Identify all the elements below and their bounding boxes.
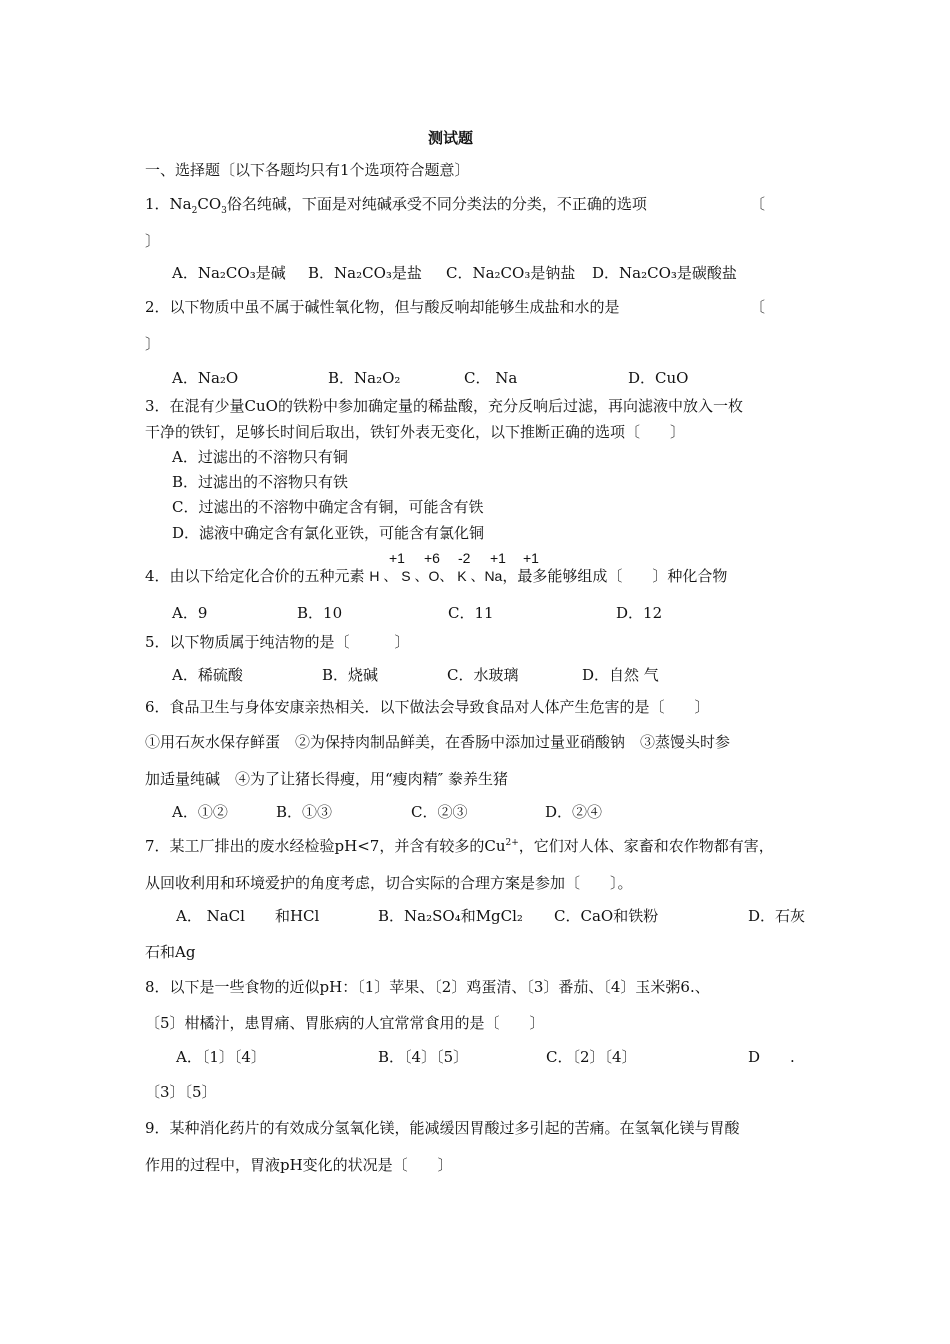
q7-line2: 从回收利用和环境爱护的角度考虑，切合实际的合理方案是参加〔 〕。 — [145, 874, 633, 892]
q6-line3: 加适量纯碱 ④为了让猪长得瘦，用“瘦肉精″ 豢养生猪 — [145, 770, 509, 788]
q6-stem: 6．食品卫生与身体安康亲热相关．以下做法会导致食品对人体产生危害的是〔 〕 — [145, 698, 710, 716]
q6-option-d: D．②④ — [545, 803, 603, 821]
q6-line2: ①用石灰水保存鲜蛋 ②为保持肉制品鲜美，在香肠中添加过量亚硝酸钠 ③蒸馒头时参 — [145, 733, 731, 751]
q3-option-c: C．过滤出的不溶物中确定含有铜，可能含有铁 — [172, 498, 484, 516]
q5-option-d: D．自然 气 — [582, 666, 659, 684]
q5-option-c: C．水玻璃 — [447, 666, 519, 684]
q9-stem: 9．某种消化药片的有效成分氢氧化镁，能减缓因胃酸过多引起的苦痛。在氢氧化镁与胃酸 — [145, 1119, 740, 1137]
q2-option-d: D．CuO — [628, 369, 689, 387]
q7-option-d-wrap: 石和Ag — [145, 943, 196, 961]
page-title: 测试题 — [428, 129, 474, 147]
q1-option-d: D．Na₂CO₃是碳酸盐 — [592, 264, 737, 282]
q7-option-b: B．Na₂SO₄和MgCl₂ — [378, 907, 523, 925]
q8-option-d-wrap: 〔3〕〔5〕 — [145, 1083, 217, 1101]
q4-option-b: B．10 — [297, 604, 343, 622]
q8-stem: 8．以下是一些食物的近似pH：〔1〕苹果、〔2〕鸡蛋清、〔3〕番茄、〔4〕玉米粥6.、 — [145, 978, 710, 996]
q4-stem: 4．由以下给定化合价的五种元素 H 、 S 、O、 K 、Na，最多能够组成〔 〕种化合物 — [145, 567, 728, 585]
q7-stem: 7．某工厂排出的废水经检验pH<7，并含有较多的$Cu^{2+}$，它们对人体、家畜和农作物都有害， — [145, 837, 774, 855]
q4-option-a: A．9 — [172, 604, 208, 622]
q8-line2: 〔5〕柑橘汁，患胃痛、胃胀病的人宜常常食用的是〔 〕 — [145, 1014, 545, 1032]
q8-option-b: B．〔4〕〔5〕 — [378, 1048, 469, 1066]
q1-option-a: A．Na₂CO₃是碱 — [172, 264, 286, 282]
q8-option-c: C．〔2〕〔4〕 — [546, 1048, 637, 1066]
q4-valence-h: +1 — [389, 550, 405, 566]
q8-option-d: D . — [748, 1048, 795, 1066]
q3-option-d: D．滤液中确定含有氯化亚铁，可能含有氯化铜 — [172, 524, 485, 542]
q4-option-c: C．11 — [448, 604, 494, 622]
q3-option-a: A．过滤出的不溶物只有铜 — [172, 448, 348, 466]
q2-option-c: C． Na — [464, 369, 518, 387]
q1-bracket-close: 〕 — [145, 232, 161, 250]
q1-option-b: B．Na₂CO₃是盐 — [308, 264, 422, 282]
q3-stem-line2: 干净的铁钉，足够长时间后取出，铁钉外表无变化，以下推断正确的选项〔 〕 — [145, 423, 686, 441]
q4-valence-o: -2 — [458, 550, 471, 566]
q5-stem: 5．以下物质属于纯洁物的是〔 〕 — [145, 633, 410, 651]
q2-bracket-close: 〕 — [145, 335, 161, 353]
q4-elements: H 、 S 、O、 K 、Na — [369, 568, 503, 584]
q7-option-a: A． NaCl 和HCl — [176, 907, 320, 925]
q1-bracket-open: 〔 — [750, 195, 766, 213]
q9-line2: 作用的过程中，胃液pH变化的状况是〔 〕 — [145, 1156, 453, 1174]
q3-option-b: B．过滤出的不溶物只有铁 — [172, 473, 349, 491]
q5-option-b: B．烧碱 — [322, 666, 379, 684]
q4-valence-k: +1 — [490, 550, 506, 566]
q2-option-b: B．Na₂O₂ — [328, 369, 401, 387]
q4-valence-s: +6 — [424, 550, 440, 566]
q5-option-a: A．稀硫酸 — [172, 666, 243, 684]
q7-option-d: D．石灰 — [748, 907, 806, 925]
q4-option-d: D．12 — [616, 604, 663, 622]
q2-bracket-open: 〔 — [750, 298, 766, 316]
q2-stem: 2．以下物质中虽不属于碱性氧化物，但与酸反响却能够生成盐和水的是 — [145, 298, 620, 316]
section-heading: 一、选择题〔以下各题均只有1个选项符合题意〕 — [145, 161, 470, 179]
q7-option-c: C．CaO和铁粉 — [554, 907, 659, 925]
q6-option-a: A．①② — [172, 803, 228, 821]
q8-option-a: A．〔1〕〔4〕 — [176, 1048, 266, 1066]
q1-stem: 1．$Na_2CO_3$俗名纯碱，下面是对纯碱承受不同分类法的分类，不正确的选项 — [145, 195, 647, 216]
q2-option-a: A．Na₂O — [172, 369, 239, 387]
q6-option-b: B．①③ — [276, 803, 333, 821]
q4-valence-na: +1 — [523, 550, 539, 566]
q6-option-c: C．②③ — [411, 803, 468, 821]
q3-stem-line1: 3．在混有少量CuO的铁粉中参加确定量的稀盐酸，充分反响后过滤，再向滤液中放入一枚 — [145, 397, 743, 415]
q1-option-c: C．Na₂CO₃是钠盐 — [446, 264, 576, 282]
